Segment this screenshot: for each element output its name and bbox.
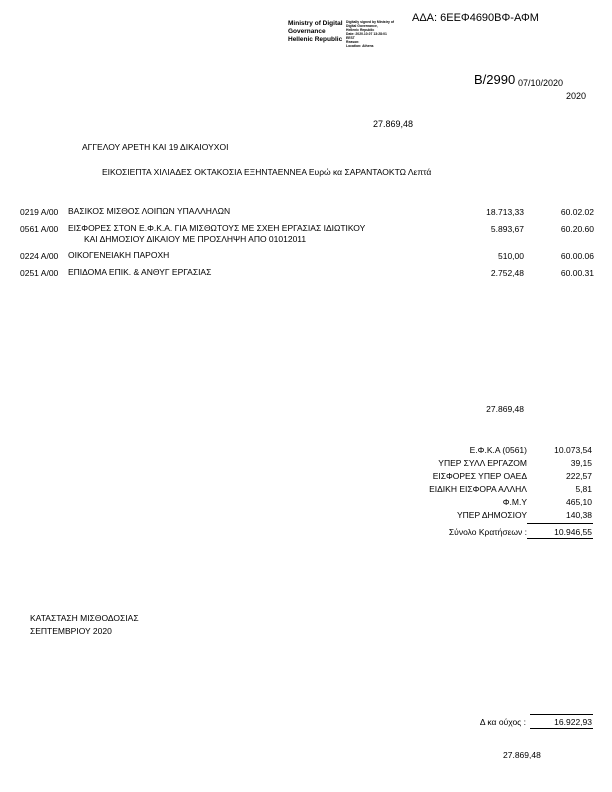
line-description: ΕΙΣΦΟΡΕΣ ΣΤΟΝ Ε.Φ.Κ.Α. ΓΙΑ ΜΙΣΘΩΤΟΥΣ ΜΕ ΣΧΕΗ ΕΡΓΑΣΙΑΣ ΙΔΙΩΤΙΚΟΥ ΚΑΙ ΔΗΜΟΣΙΟΥ ΔΙΚΑΙΟΥ ΜΕ ΠΡΟΣΛΗΨΗ ΑΠΟ 01012011 xyxy=(68,223,366,244)
ada-number: ΑΔΑ: 6ΕΕΦ4690ΒΦ-ΑΦΜ xyxy=(412,12,539,24)
line-amount: 510,00 xyxy=(498,251,524,261)
amount-top: 27.869,48 xyxy=(373,119,414,129)
deductions-total: 10.946,55 xyxy=(554,527,592,537)
net-rule-bottom xyxy=(530,728,593,729)
net-label: Δ κα ούχος : xyxy=(479,717,526,727)
amount-bottom: 27.869,48 xyxy=(503,750,541,760)
net-rule-top xyxy=(530,714,593,715)
deductions-total-rule-bottom xyxy=(527,538,593,539)
line-description: ΒΑΣΙΚΟΣ ΜΙΣΘΟΣ ΛΟΙΠΩΝ ΥΠΑΛΛΗΛΩΝ xyxy=(68,206,231,216)
line-code: 0219 Α/00 xyxy=(20,207,59,217)
payroll-period: ΣΕΠΤΕΜΒΡΙΟΥ 2020 xyxy=(30,626,112,636)
line-description: ΟΙΚΟΓΕΝΕΙΑΚΗ ΠΑΡΟΧΗ xyxy=(68,250,170,260)
document-date: 07/10/2020 xyxy=(518,78,564,88)
lines-total: 27.869,48 xyxy=(486,404,524,414)
net-amount: 16.922,93 xyxy=(554,717,592,727)
signature-details: Digitally signed by Ministry of Digital Governance, Hellenic Republic Date: 2020.10.07 13:28:01 EEST Reason: Location: Athens xyxy=(346,20,395,48)
line-account: 60.00.31 xyxy=(560,268,594,278)
line-amount: 2.752,48 xyxy=(490,268,524,278)
deductions-total-label: Σύνολο Κρατήσεων : xyxy=(448,527,527,537)
line-amount: 5.893,67 xyxy=(490,224,524,234)
line-description: ΕΠΙΔΟΜΑ ΕΠΙΚ. & ΑΝΘΥΓ ΕΡΓΑΣΙΑΣ xyxy=(68,267,212,277)
line-code: 0561 Α/00 xyxy=(20,224,59,234)
payroll-title: ΚΑΤΑΣΤΑΣΗ ΜΙΣΘΟΔΟΣΙΑΣ xyxy=(30,613,139,623)
line-amount: 18.713,33 xyxy=(486,207,524,217)
protocol-number: Β/2990 xyxy=(474,72,516,87)
deductions-total-rule-top xyxy=(527,523,593,524)
line-code: 0224 Α/00 xyxy=(20,251,59,261)
amount-in-words: ΕΙΚΟΣΙΕΠΤΑ ΧΙΛΙΑΔΕΣ ΟΚΤΑΚΟΣΙΑ ΕΞΗΝΤΑΕΝΝΕΑ Ευρώ κα ΣΑΡΑΝΤΑΟΚΤΩ Λεπτά xyxy=(102,167,432,177)
digital-signature-stamp xyxy=(288,20,428,60)
payee-name: ΑΓΓΕΛΟΥ ΑΡΕΤΗ ΚΑΙ 19 ΔΙΚΑΙΟΥΧΟΙ xyxy=(82,142,229,152)
document-year: 2020 xyxy=(566,91,587,101)
signature-issuer: Ministry of Digital Governance Hellenic Republic xyxy=(288,20,343,43)
line-account: 60.20.60 xyxy=(560,224,594,234)
line-account: 60.00.06 xyxy=(560,251,594,261)
line-code: 0251 Α/00 xyxy=(20,268,59,278)
line-account: 60.02.02 xyxy=(560,207,594,217)
